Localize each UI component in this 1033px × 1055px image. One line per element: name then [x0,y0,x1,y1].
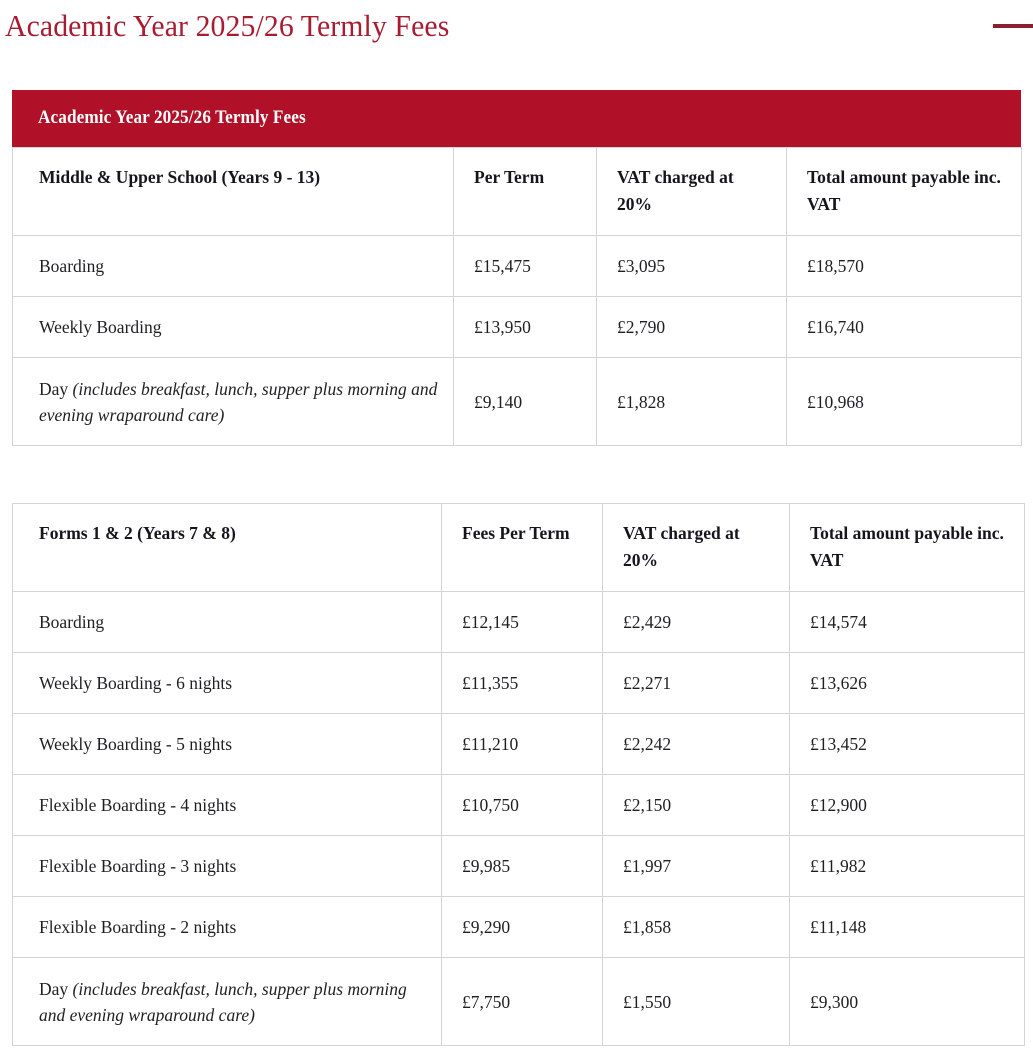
row-label-text: Weekly Boarding [39,317,162,337]
column-header-category: Forms 1 & 2 (Years 7 & 8) [13,504,442,592]
fees-table-one [12,147,1022,446]
fees-table-two [12,503,1025,1046]
cell-per-term: £10,750 [442,775,603,836]
row-label-text: Flexible Boarding - 2 nights [39,917,237,937]
table-one-body [13,236,1022,446]
table-row [13,836,1025,897]
row-label-text: Flexible Boarding - 4 nights [39,795,237,815]
row-label-text: Flexible Boarding - 3 nights [39,856,237,876]
table-row [13,653,1025,714]
table-row [13,592,1025,653]
row-label-note: (includes breakfast, lunch, supper plus morning and evening wraparound care) [39,978,407,1025]
row-label [13,775,442,836]
cell-total: £10,968 [787,358,1022,446]
cell-total: £9,300 [790,958,1025,1046]
cell-total: £14,574 [790,592,1025,653]
cell-total: £11,982 [790,836,1025,897]
row-label-text: Boarding [39,256,105,276]
cell-vat: £2,429 [603,592,790,653]
row-label-text: Boarding [39,612,105,632]
cell-vat: £2,790 [597,297,787,358]
cell-per-term: £11,210 [442,714,603,775]
cell-per-term: £12,145 [442,592,603,653]
row-label-text: Weekly Boarding - 6 nights [39,673,233,693]
fees-table-banner-label: Academic Year 2025/26 Termly Fees [38,108,306,128]
table-row [13,958,1025,1046]
cell-per-term: £9,140 [454,358,597,446]
cell-vat: £2,242 [603,714,790,775]
cell-total: £13,626 [790,653,1025,714]
column-header-vat: VAT charged at 20% [603,504,790,592]
cell-per-term: £15,475 [454,236,597,297]
row-label [13,592,442,653]
table-row [13,358,1022,446]
column-header-total: Total amount payable inc. VAT [790,504,1025,592]
row-label [13,836,442,897]
cell-per-term: £7,750 [442,958,603,1046]
cell-vat: £2,150 [603,775,790,836]
row-label [13,653,442,714]
cell-total: £13,452 [790,714,1025,775]
row-label-text: Weekly Boarding - 5 nights [39,734,233,754]
table-header-row [13,504,1025,592]
page-header [0,0,1033,62]
cell-per-term: £9,985 [442,836,603,897]
table-row [13,236,1022,297]
column-header-category: Middle & Upper School (Years 9 - 13) [13,148,454,236]
cell-vat: £3,095 [597,236,787,297]
cell-total: £16,740 [787,297,1022,358]
row-label [13,958,442,1046]
minus-icon[interactable] [993,24,1033,28]
cell-vat: £1,550 [603,958,790,1046]
column-header-per-term: Per Term [454,148,597,236]
row-label [13,358,454,446]
cell-vat: £1,858 [603,897,790,958]
cell-total: £12,900 [790,775,1025,836]
fees-table-two-block [12,503,1024,1046]
column-header-total: Total amount payable inc. VAT [787,148,1022,236]
cell-vat: £1,997 [603,836,790,897]
cell-per-term: £9,290 [442,897,603,958]
cell-per-term: £11,355 [442,653,603,714]
row-label-note: (includes breakfast, lunch, supper plus morning and evening wraparound care) [39,378,438,425]
table-row [13,775,1025,836]
table-header-row [13,148,1022,236]
page-title: Academic Year 2025/26 Termly Fees [5,8,450,43]
row-label-text: Day [39,378,73,399]
row-label [13,714,442,775]
cell-vat: £2,271 [603,653,790,714]
cell-vat: £1,828 [597,358,787,446]
fees-table-banner [12,90,1021,147]
column-header-vat: VAT charged at 20% [597,148,787,236]
row-label [13,297,454,358]
table-row [13,714,1025,775]
row-label-text: Day [39,978,73,999]
row-label [13,236,454,297]
row-label [13,897,442,958]
column-header-fees-per-term: Fees Per Term [442,504,603,592]
cell-total: £11,148 [790,897,1025,958]
cell-per-term: £13,950 [454,297,597,358]
cell-total: £18,570 [787,236,1022,297]
table-row [13,297,1022,358]
table-two-body [13,592,1025,1046]
fees-table-one-block [12,90,1021,446]
table-row [13,897,1025,958]
